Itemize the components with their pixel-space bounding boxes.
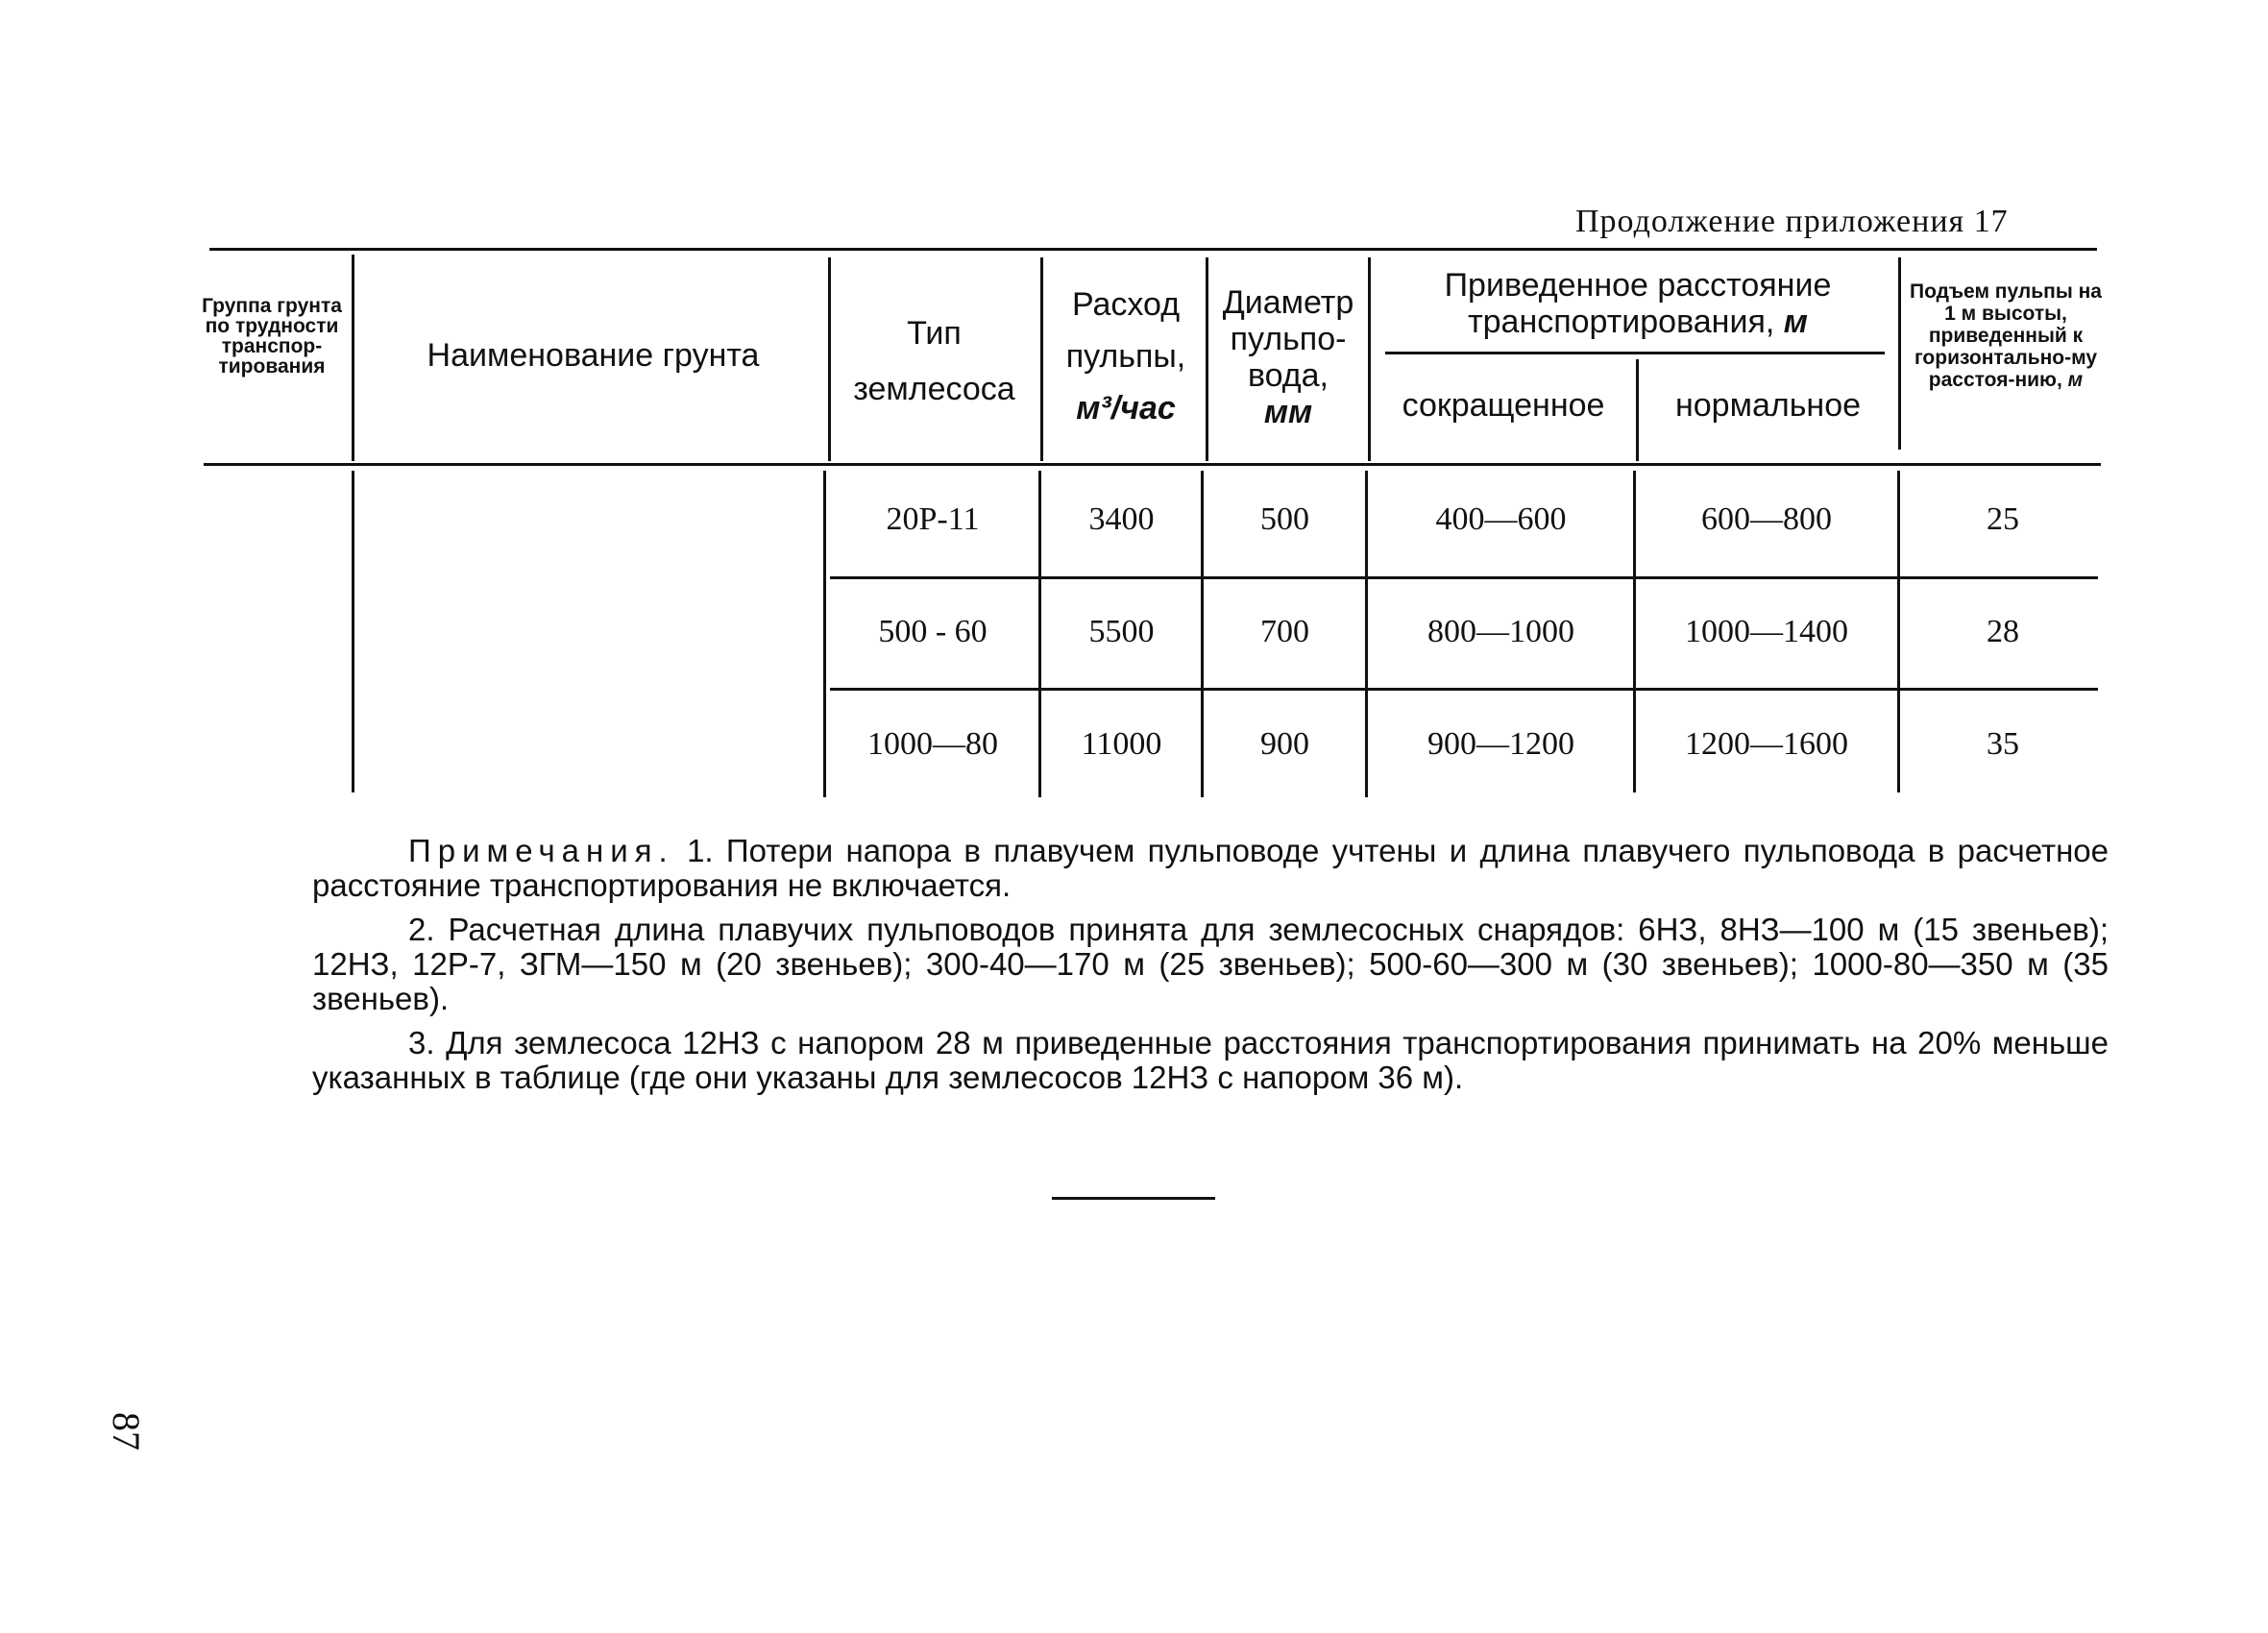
header-diameter-label: Диаметр пульпо-вода, xyxy=(1222,284,1354,394)
row-separator xyxy=(830,688,2098,691)
cell-diameter: 900 xyxy=(1260,726,1309,762)
cell-normal: 600—800 xyxy=(1701,501,1832,537)
header-diameter-unit: мм xyxy=(1263,394,1313,430)
continuation-caption: Продолжение приложения 17 xyxy=(1575,204,2009,239)
header-normal: нормальное xyxy=(1674,387,1862,424)
header-diameter xyxy=(1212,284,1364,430)
header-soil-name: Наименование грунта xyxy=(427,337,760,374)
col-divider xyxy=(1365,471,1368,797)
header-pump-type: Тип землесоса xyxy=(853,315,1015,407)
col-divider xyxy=(352,255,354,461)
note-1 xyxy=(312,834,2109,903)
col-divider xyxy=(1898,257,1901,450)
note-3: 3. Для землесоса 12НЗ с напором 28 м приведенные расстояния транспортирования принимать на 20% меньше указанных в таблице (где они указаны для землесосов 12НЗ с напором 36 м). xyxy=(312,1025,2109,1095)
col-divider xyxy=(1038,471,1041,797)
distance-sub-rule xyxy=(1385,352,1885,354)
cell-flow: 11000 xyxy=(1081,726,1162,762)
header-lift-label: Подъем пульпы на 1 м высоты, приведенный к горизонтально-му расстоя-нию, xyxy=(1910,280,2102,391)
cell-reduced: 400—600 xyxy=(1435,501,1567,537)
col-divider xyxy=(1633,471,1636,792)
cell-diameter: 500 xyxy=(1260,501,1309,537)
notes-block xyxy=(312,834,2109,1105)
header-flow-unit: м³/час xyxy=(1076,390,1176,427)
cell-lift: 35 xyxy=(1987,726,2019,762)
header-lift-unit: м xyxy=(2067,369,2084,391)
cell-reduced: 800—1000 xyxy=(1427,614,1574,649)
col-divider xyxy=(1206,257,1208,461)
row-separator xyxy=(830,576,2098,579)
header-reduced: сокращенное xyxy=(1402,387,1605,424)
header-flow xyxy=(1049,279,1203,434)
cell-flow: 5500 xyxy=(1088,614,1155,649)
cell-pump-type: 1000—80 xyxy=(867,726,998,762)
header-distance-unit: м xyxy=(1783,304,1808,340)
header-flow-label: Расход пульпы, xyxy=(1065,286,1186,375)
header-lift xyxy=(1904,280,2108,391)
cell-pump-type: 500 - 60 xyxy=(878,614,988,649)
end-divider xyxy=(1052,1197,1215,1200)
cell-lift: 28 xyxy=(1987,614,2019,649)
col-divider xyxy=(1368,257,1371,461)
cell-flow: 3400 xyxy=(1088,501,1155,537)
col-divider xyxy=(1636,359,1639,461)
note-1-text: 1. Потери напора в плавучем пульповоде учтены и длина плавучего пульповода в расчетное расстояние транспортирования не включается. xyxy=(312,833,2109,903)
cell-pump-type: 20Р-11 xyxy=(886,501,980,537)
col-divider xyxy=(823,471,826,797)
col-divider xyxy=(352,471,354,792)
col-divider xyxy=(1040,257,1043,461)
header-group: Группа грунта по трудности транспор-тирования xyxy=(202,295,342,378)
note-2: 2. Расчетная длина плавучих пульповодов принята для землесосных снарядов: 6НЗ, 8НЗ—100 м (15 звеньев); 12НЗ, 12Р-7, ЗГМ—150 м (20 звеньев); 300-40—170 м (25 звеньев); 500-60—300 м (30 звеньев); 1000-80—350 м (35 звеньев). xyxy=(312,912,2109,1016)
col-divider xyxy=(828,257,831,461)
col-divider xyxy=(1897,471,1900,792)
cell-lift: 25 xyxy=(1987,501,2019,537)
cell-normal: 1200—1600 xyxy=(1685,726,1848,762)
table-top-rule xyxy=(209,248,2097,251)
cell-reduced: 900—1200 xyxy=(1427,726,1574,762)
table-header-rule xyxy=(204,463,2101,466)
header-distance xyxy=(1383,267,1892,340)
page-number: 87 xyxy=(105,1412,148,1450)
col-divider xyxy=(1201,471,1204,797)
cell-normal: 1000—1400 xyxy=(1685,614,1848,649)
header-distance-label: Приведенное расстояние транспортирования, xyxy=(1444,267,1832,340)
notes-lead: Примечания. xyxy=(408,833,674,868)
cell-diameter: 700 xyxy=(1260,614,1309,649)
